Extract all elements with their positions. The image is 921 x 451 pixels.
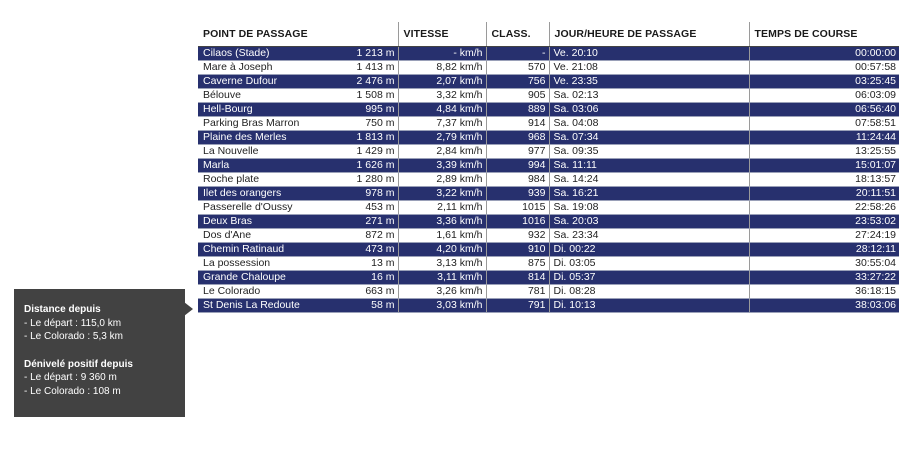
header-speed: VITESSE [398,22,486,47]
table-row [198,187,899,201]
row-day-time: Sa. 16:21 [549,187,749,201]
row-race-time: 20:11:51 [749,187,899,201]
row-speed: 2,84 km/h [398,145,486,159]
row-day-time: Sa. 23:34 [549,229,749,243]
row-race-time: 13:25:55 [749,145,899,159]
row-name: La Nouvelle [198,145,323,159]
row-name: Hell-Bourg [198,103,323,117]
row-name: Ilet des orangers [198,187,323,201]
race-results-table [198,22,899,313]
row-name: Deux Bras [198,215,323,229]
table-row [198,201,899,215]
row-altitude: 16 m [323,271,398,285]
row-class: 781 [486,285,549,299]
header-day: JOUR/HEURE DE PASSAGE [549,22,749,47]
row-speed: 3,03 km/h [398,299,486,313]
row-class: 1015 [486,201,549,215]
row-speed: 3,39 km/h [398,159,486,173]
row-speed: 3,13 km/h [398,257,486,271]
row-day-time: Sa. 20:03 [549,215,749,229]
header-point: POINT DE PASSAGE [198,22,323,47]
row-day-time: Sa. 14:24 [549,173,749,187]
row-race-time: 23:53:02 [749,215,899,229]
table-body [198,47,899,313]
row-altitude: 872 m [323,229,398,243]
row-name: Bélouve [198,89,323,103]
row-class: 977 [486,145,549,159]
table-row [198,75,899,89]
row-name: Chemin Ratinaud [198,243,323,257]
row-altitude: 663 m [323,285,398,299]
row-altitude: 1 413 m [323,61,398,75]
row-day-time: Sa. 11:11 [549,159,749,173]
row-race-time: 00:57:58 [749,61,899,75]
table-row [198,271,899,285]
row-race-time: 07:58:51 [749,117,899,131]
row-race-time: 03:25:45 [749,75,899,89]
row-altitude: 13 m [323,257,398,271]
row-name: Marla [198,159,323,173]
row-altitude: 2 476 m [323,75,398,89]
row-class: 1016 [486,215,549,229]
row-class: 905 [486,89,549,103]
table-row [198,89,899,103]
row-speed: 2,79 km/h [398,131,486,145]
header-altitude-spacer [323,22,398,47]
row-altitude: 1 429 m [323,145,398,159]
row-altitude: 1 213 m [323,47,398,61]
table-row [198,131,899,145]
row-speed: 7,37 km/h [398,117,486,131]
row-name: La possession [198,257,323,271]
row-class: 984 [486,173,549,187]
row-name: Passerelle d'Oussy [198,201,323,215]
row-class: 814 [486,271,549,285]
table-row [198,243,899,257]
row-class: 756 [486,75,549,89]
row-speed: 2,07 km/h [398,75,486,89]
row-speed: 3,22 km/h [398,187,486,201]
row-day-time: Ve. 21:08 [549,61,749,75]
row-speed: - km/h [398,47,486,61]
distance-line-colorado: - Le Colorado : 5,3 km [24,331,123,342]
row-speed: 2,89 km/h [398,173,486,187]
elevation-title: Dénivelé positif depuis [24,358,133,370]
row-speed: 2,11 km/h [398,201,486,215]
row-altitude: 1 280 m [323,173,398,187]
header-time: TEMPS DE COURSE [749,22,899,47]
table-row [198,285,899,299]
row-name: Caverne Dufour [198,75,323,89]
row-altitude: 1 813 m [323,131,398,145]
elevation-line-start: - Le départ : 9 360 m [24,372,117,383]
table-row [198,61,899,75]
row-class: - [486,47,549,61]
row-altitude: 58 m [323,299,398,313]
row-class: 968 [486,131,549,145]
row-altitude: 453 m [323,201,398,215]
row-day-time: Sa. 07:34 [549,131,749,145]
callout-pointer [184,302,193,316]
row-day-time: Sa. 04:08 [549,117,749,131]
table-row [198,299,899,313]
row-name: Plaine des Merles [198,131,323,145]
row-altitude: 1 626 m [323,159,398,173]
row-speed: 4,20 km/h [398,243,486,257]
row-speed: 8,82 km/h [398,61,486,75]
row-day-time: Sa. 02:13 [549,89,749,103]
row-class: 910 [486,243,549,257]
row-speed: 3,32 km/h [398,89,486,103]
row-name: Parking Bras Marron [198,117,323,131]
row-race-time: 38:03:06 [749,299,899,313]
distance-line-start: - Le départ : 115,0 km [24,317,122,329]
row-race-time: 06:03:09 [749,89,899,103]
row-race-time: 11:24:44 [749,131,899,145]
row-race-time: 15:01:07 [749,159,899,173]
info-callout [14,289,185,417]
row-race-time: 22:58:26 [749,201,899,215]
table-row [198,215,899,229]
row-class: 932 [486,229,549,243]
row-race-time: 28:12:11 [749,243,899,257]
elevation-line-colorado: - Le Colorado : 108 m [24,385,121,397]
table-row [198,173,899,187]
row-race-time: 06:56:40 [749,103,899,117]
row-day-time: Sa. 03:06 [549,103,749,117]
row-day-time: Di. 03:05 [549,257,749,271]
table-row [198,47,899,61]
row-day-time: Ve. 23:35 [549,75,749,89]
row-speed: 3,11 km/h [398,271,486,285]
row-day-time: Sa. 09:35 [549,145,749,159]
row-class: 914 [486,117,549,131]
row-day-time: Di. 05:37 [549,271,749,285]
row-class: 939 [486,187,549,201]
table-header-row [198,22,899,47]
row-day-time: Di. 00:22 [549,243,749,257]
row-speed: 3,36 km/h [398,215,486,229]
table-row [198,159,899,173]
row-altitude: 1 508 m [323,89,398,103]
row-race-time: 18:13:57 [749,173,899,187]
table-row [198,257,899,271]
row-race-time: 27:24:19 [749,229,899,243]
row-name: Dos d'Ane [198,229,323,243]
header-class: CLASS. [486,22,549,47]
row-altitude: 995 m [323,103,398,117]
row-class: 875 [486,257,549,271]
row-name: Roche plate [198,173,323,187]
row-altitude: 978 m [323,187,398,201]
table-row [198,103,899,117]
row-class: 889 [486,103,549,117]
row-name: Le Colorado [198,285,323,299]
row-altitude: 473 m [323,243,398,257]
row-name: Grande Chaloupe [198,271,323,285]
row-speed: 4,84 km/h [398,103,486,117]
row-day-time: Ve. 20:10 [549,47,749,61]
row-class: 791 [486,299,549,313]
row-speed: 3,26 km/h [398,285,486,299]
table-row [198,229,899,243]
row-day-time: Di. 08:28 [549,285,749,299]
row-altitude: 750 m [323,117,398,131]
row-class: 570 [486,61,549,75]
row-day-time: Di. 10:13 [549,299,749,313]
row-speed: 1,61 km/h [398,229,486,243]
row-name: St Denis La Redoute [198,299,323,313]
row-name: Cilaos (Stade) [198,47,323,61]
table-row [198,117,899,131]
row-altitude: 271 m [323,215,398,229]
row-class: 994 [486,159,549,173]
table-row [198,145,899,159]
row-race-time: 36:18:15 [749,285,899,299]
row-race-time: 30:55:04 [749,257,899,271]
row-race-time: 00:00:00 [749,47,899,61]
row-race-time: 33:27:22 [749,271,899,285]
distance-title: Distance depuis [24,304,101,315]
row-name: Mare à Joseph [198,61,323,75]
row-day-time: Sa. 19:08 [549,201,749,215]
